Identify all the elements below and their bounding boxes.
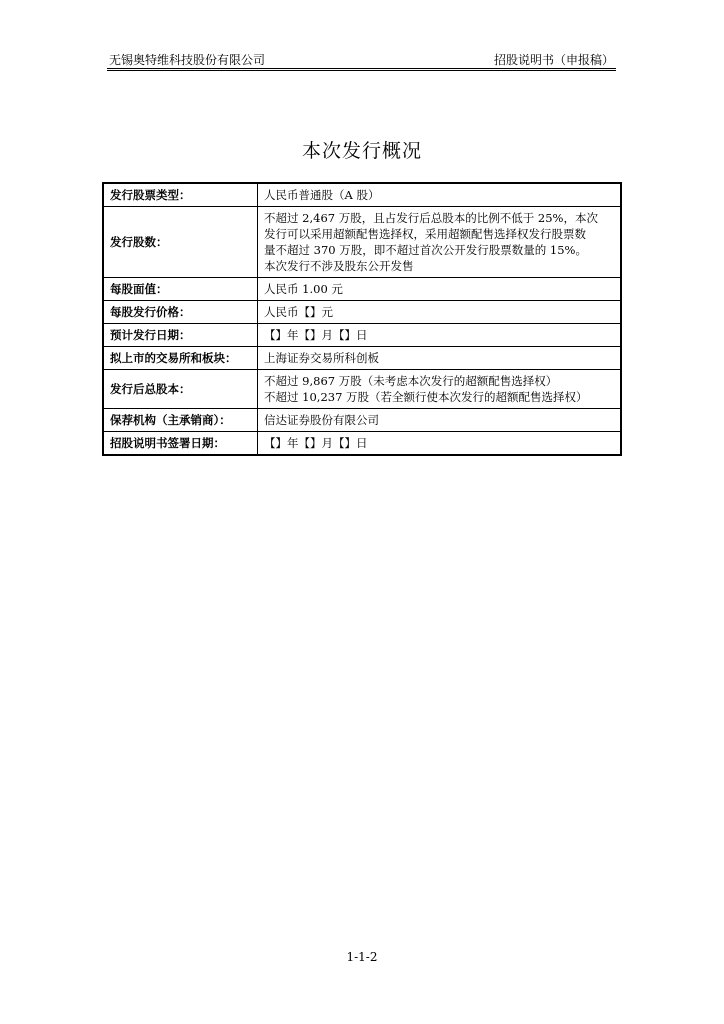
row-value-line: 不超过 10,237 万股（若全额行使本次发行的超额配售选择权） xyxy=(264,390,588,404)
table-row xyxy=(103,301,621,324)
page-title: 本次发行概况 xyxy=(301,140,422,162)
document-type: 招股说明书（申报稿） xyxy=(493,53,614,67)
row-value xyxy=(258,432,622,456)
row-label: 发行后总股本： xyxy=(103,370,258,409)
row-value xyxy=(258,301,622,324)
row-value-line: 发行可以采用超额配售选择权，采用超额配售选择权发行股票数 xyxy=(264,227,586,241)
row-label: 保荐机构（主承销商）： xyxy=(103,409,258,432)
page-number: 1-1-2 xyxy=(346,950,378,964)
table-row xyxy=(103,409,621,432)
company-name: 无锡奥特维科技股份有限公司 xyxy=(109,53,266,67)
row-label: 每股面值： xyxy=(103,278,258,301)
row-value-line: 【】年【】月【】日 xyxy=(264,436,368,450)
table-row xyxy=(103,278,621,301)
row-value-line: 【】年【】月【】日 xyxy=(264,328,368,342)
row-label: 拟上市的交易所和板块： xyxy=(103,347,258,370)
offering-summary-table xyxy=(102,182,622,456)
row-label: 预计发行日期： xyxy=(103,324,258,347)
row-value xyxy=(258,347,622,370)
row-label: 每股发行价格： xyxy=(103,301,258,324)
row-value xyxy=(258,207,622,278)
row-value-line: 不超过 2,467 万股，且占发行后总股本的比例不低于 25%，本次 xyxy=(264,211,598,225)
row-label: 招股说明书签署日期： xyxy=(103,432,258,456)
row-label: 发行股票类型： xyxy=(103,183,258,207)
page-header xyxy=(107,50,616,69)
row-value xyxy=(258,324,622,347)
row-value-line: 上海证券交易所科创板 xyxy=(264,351,379,365)
table-row xyxy=(103,324,621,347)
row-value-line: 人民币【】元 xyxy=(264,305,333,319)
table-row xyxy=(103,183,621,207)
row-value-line: 信达证券股份有限公司 xyxy=(264,413,379,427)
table-row xyxy=(103,347,621,370)
table-row xyxy=(103,207,621,278)
row-value xyxy=(258,409,622,432)
row-value xyxy=(258,370,622,409)
row-label: 发行股数： xyxy=(103,207,258,278)
row-value-line: 量不超过 370 万股，即不超过首次公开发行股票数量的 15%。 xyxy=(264,243,587,257)
row-value xyxy=(258,278,622,301)
row-value-line: 不超过 9,867 万股（未考虑本次发行的超额配售选择权） xyxy=(264,374,558,388)
table-row xyxy=(103,432,621,456)
table-row xyxy=(103,370,621,409)
row-value-line: 人民币普通股（A 股） xyxy=(264,188,380,202)
row-value-line: 本次发行不涉及股东公开发售 xyxy=(264,259,414,273)
row-value-line: 人民币 1.00 元 xyxy=(264,282,343,296)
row-value xyxy=(258,183,622,207)
